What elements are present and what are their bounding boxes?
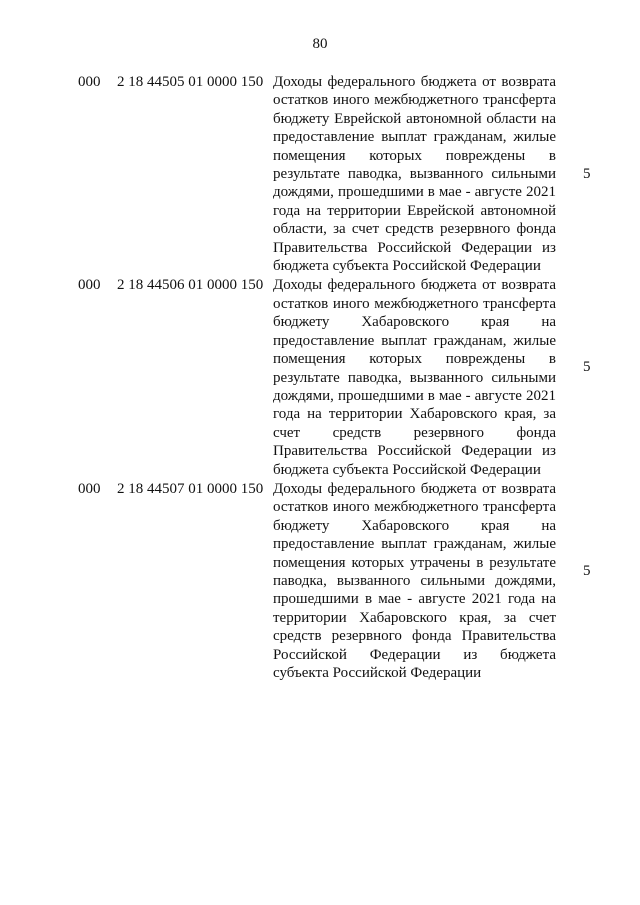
admin-code: 000	[78, 480, 101, 497]
revenue-description: Доходы федерального бюджета от возврата остатков иного межбюджетного трансферта бюджету Еврейской автономной области на предоставление выплат гражданам, жилые помещения которых повреждены в результате паводка, вызванного сильными дождями, прошедшими в мае - августе 2021 года на территории Еврейской автономной области, за счет средств резервного фонда Правительства Российской Федерации из бюджета субъекта Российской Федерации	[273, 74, 556, 275]
page-number: 80	[312, 36, 328, 52]
table-row	[0, 480, 640, 682]
table-row	[0, 276, 640, 478]
budget-classification-code: 2 18 44505 01 0000 150	[117, 74, 264, 90]
table-row	[0, 73, 640, 275]
revenue-table	[0, 73, 640, 682]
allocation-norm: 5	[583, 166, 591, 182]
allocation-norm: 5	[583, 562, 591, 579]
revenue-description: Доходы федерального бюджета от возврата остатков иного межбюджетного трансферта бюджету Хабаровского края на предоставление выплат гражданам, жилые помещения которых повреждены в результате паводка, вызванного сильными дождями, прошедшими в мае - августе 2021 года на территории Хабаровского края, за счет средств резервного фонда Правительства Российской Федерации из бюджета субъекта Российской Федерации	[273, 277, 556, 478]
revenue-description: Доходы федерального бюджета от возврата остатков иного межбюджетного трансферта бюджету Хабаровского края на предоставление выплат гражданам, жилые помещения которых утрачены в результате паводка, вызванного сильными дождями, прошедшими в мае - августе 2021 года на территории Хабаровского края, за счет средств резервного фонда Правительства Российской Федерации из бюджета субъекта Российской Федерации	[273, 480, 556, 681]
admin-code: 000	[78, 277, 101, 294]
budget-classification-code: 2 18 44506 01 0000 150	[117, 277, 264, 294]
budget-classification-code: 2 18 44507 01 0000 150	[117, 480, 264, 497]
allocation-norm: 5	[583, 359, 591, 376]
admin-code: 000	[78, 74, 101, 90]
